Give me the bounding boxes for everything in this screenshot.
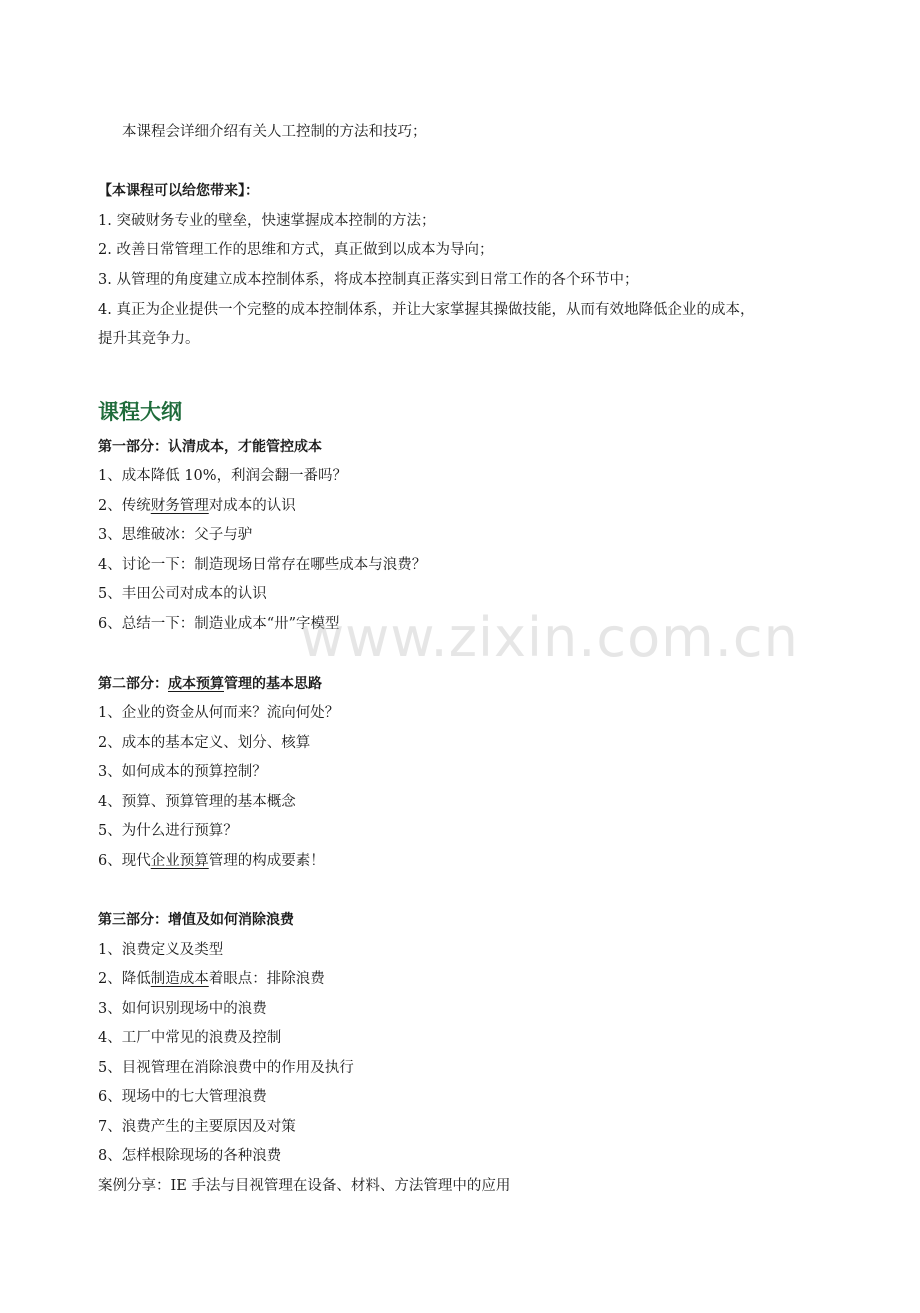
part3-item-2-prefix: 2、降低: [98, 971, 151, 987]
part1-item-3: 3、思维破冰：父子与驴: [98, 527, 253, 543]
part2-item-1: 1、企业的资金从何而来？流向何处？: [98, 705, 340, 721]
part2-title-prefix: 第二部分：: [98, 676, 168, 692]
part3-title: 第三部分：增值及如何消除浪费: [98, 912, 294, 928]
intro-line: 本课程会详细介绍有关人工控制的方法和技巧；: [122, 124, 427, 140]
part2-title: [98, 674, 322, 694]
part2-item-6-prefix: 6、现代: [98, 853, 151, 869]
part3-item-8: 8、怎样根除现场的各种浪费: [98, 1148, 282, 1164]
benefit-item-4: 4. 真正为企业提供一个完整的成本控制体系，并让大家掌握其操做技能，从而有效地降低企业的成本，: [98, 302, 755, 318]
benefit-item-1: 1. 突破财务专业的壁垒，快速掌握成本控制的方法；: [98, 213, 436, 229]
part2-item-2: 2、成本的基本定义、划分、核算: [98, 735, 311, 751]
part2-item-3: 3、如何成本的预算控制？: [98, 764, 267, 780]
part2-item-4: 4、预算、预算管理的基本概念: [98, 794, 296, 810]
outline-heading: 课程大纲: [98, 400, 182, 424]
part2-item-5: 5、为什么进行预算？: [98, 823, 238, 839]
part1-item-2: [98, 496, 296, 516]
part1-item-1: 1、成本降低 10%，利润会翻一番吗？: [98, 468, 348, 484]
case-study-line: 案例分享：IE 手法与目视管理在设备、材料、方法管理中的应用: [98, 1178, 511, 1194]
part1-title: 第一部分：认清成本，才能管控成本: [98, 439, 322, 455]
part3-item-2: [98, 969, 325, 989]
part2-title-suffix: 管理的基本思路: [224, 676, 322, 692]
cost-budget-link[interactable]: 成本预算: [168, 676, 224, 692]
benefit-item-2: 2. 改善日常管理工作的思维和方式，真正做到以成本为导向；: [98, 242, 494, 258]
part3-item-3: 3、如何识别现场中的浪费: [98, 1001, 267, 1017]
part1-item-5: 5、丰田公司对成本的认识: [98, 586, 267, 602]
benefit-item-3: 3. 从管理的角度建立成本控制体系，将成本控制真正落实到日常工作的各个环节中；: [98, 272, 639, 288]
benefit-item-4-cont: 提升其竞争力。: [98, 331, 200, 347]
watermark: www.zixin.com.cn: [300, 606, 799, 669]
part2-item-6-suffix: 管理的构成要素！: [208, 853, 325, 869]
part1-item-6: 6、总结一下：制造业成本“卅”字模型: [98, 616, 340, 632]
part1-item-2-prefix: 2、传统: [98, 498, 151, 514]
part3-item-7: 7、浪费产生的主要原因及对策: [98, 1119, 296, 1135]
part2-item-6: [98, 851, 325, 871]
enterprise-budget-link[interactable]: 企业预算: [150, 853, 209, 869]
part3-item-6: 6、现场中的七大管理浪费: [98, 1089, 267, 1105]
part3-item-2-suffix: 着眼点：排除浪费: [208, 971, 325, 987]
manufacturing-cost-link[interactable]: 制造成本: [150, 971, 209, 987]
part3-item-4: 4、工厂中常见的浪费及控制: [98, 1030, 282, 1046]
part3-item-1: 1、浪费定义及类型: [98, 942, 224, 958]
benefits-title: 【本课程可以给您带来】：: [98, 183, 259, 199]
part1-item-4: 4、讨论一下：制造现场日常存在哪些成本与浪费？: [98, 557, 427, 573]
financial-management-link[interactable]: 财务管理: [150, 498, 209, 514]
part3-item-5: 5、目视管理在消除浪费中的作用及执行: [98, 1060, 354, 1076]
part1-item-2-suffix: 对成本的认识: [208, 498, 296, 514]
